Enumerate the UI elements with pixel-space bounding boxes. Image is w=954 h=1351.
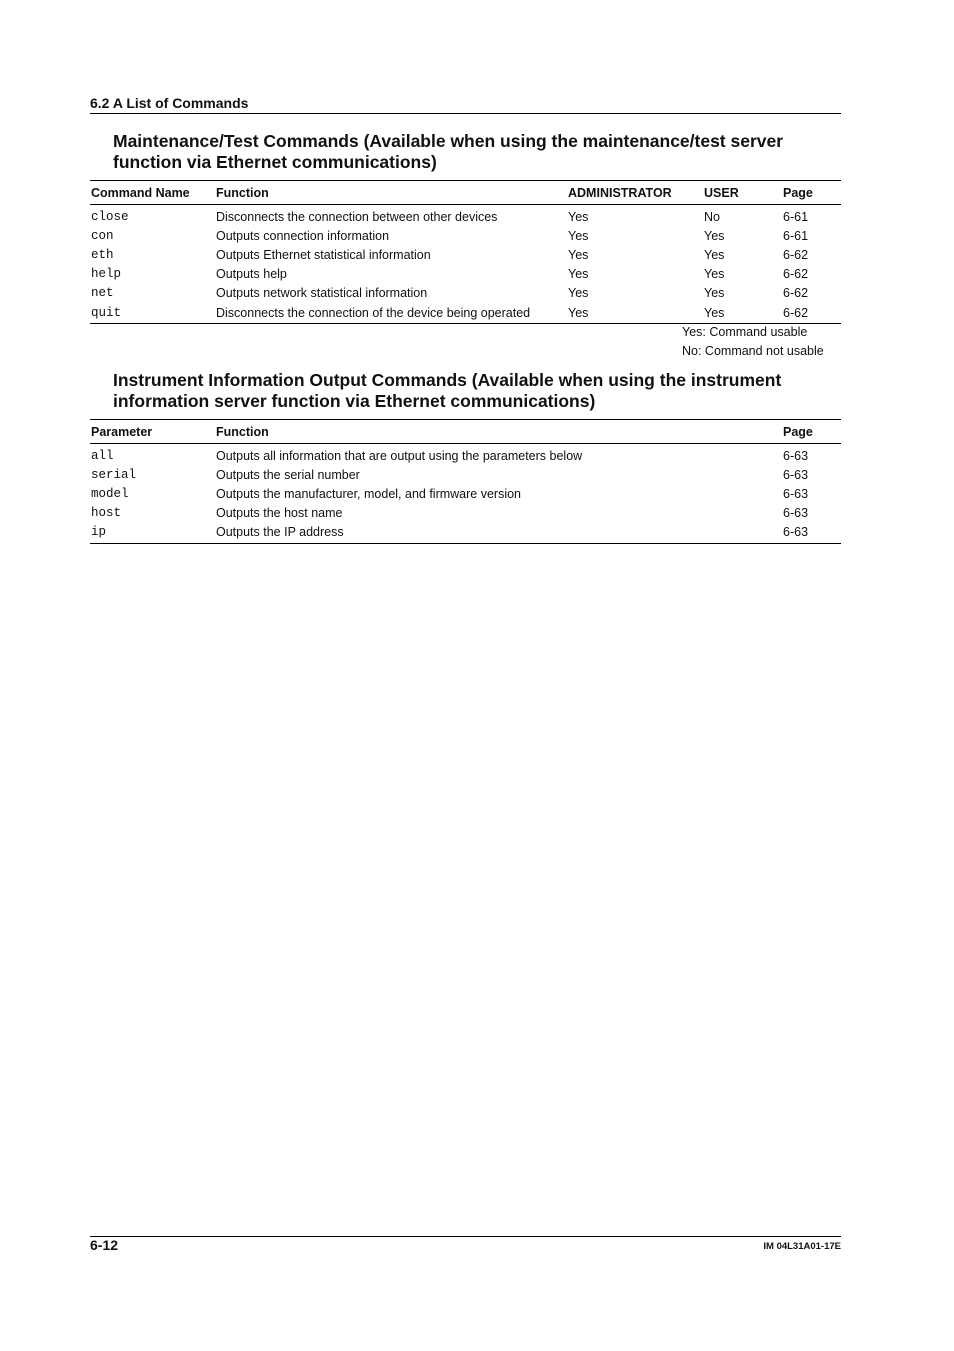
table-header-row <box>90 420 841 444</box>
parameter-name: model <box>91 486 129 501</box>
instrument-commands-table <box>90 419 841 544</box>
table-row <box>90 444 841 466</box>
page-ref: 6-62 <box>783 247 809 262</box>
administrator-usable: Yes <box>567 303 703 324</box>
page-number: 6-12 <box>90 1237 119 1253</box>
page-ref: 6-62 <box>782 303 841 324</box>
parameter-name: all <box>91 448 114 463</box>
user-usable: Yes <box>704 286 725 301</box>
parameter-function: Outputs the IP address <box>215 523 782 544</box>
page-ref: 6-63 <box>783 486 809 501</box>
table-row <box>90 303 841 324</box>
user-usable: Yes <box>704 228 725 243</box>
column-header-command-name: Command Name <box>90 181 215 205</box>
column-header-user: USER <box>703 181 782 205</box>
instrument-title-line1: Instrument Information Output Commands (Available when using the instrument <box>113 370 782 390</box>
parameter-function: Outputs all information that are output using the parameters below <box>216 448 583 463</box>
command-function: Disconnects the connection between other devices <box>216 209 498 224</box>
parameter-name: ip <box>90 523 215 544</box>
command-name: con <box>91 228 114 243</box>
column-header-page: Page <box>782 420 841 444</box>
user-usable: Yes <box>704 267 725 282</box>
usage-legend <box>682 323 824 361</box>
table-row <box>90 465 841 484</box>
administrator-usable: Yes <box>568 267 589 282</box>
administrator-usable: Yes <box>568 286 589 301</box>
command-function: Outputs help <box>216 267 287 282</box>
maintenance-title-line2: function via Ethernet communications) <box>113 152 437 172</box>
table-row <box>90 205 841 227</box>
command-name: quit <box>90 303 215 324</box>
command-name: help <box>91 267 122 282</box>
instrument-title-line2: information server function via Ethernet communications) <box>113 391 596 411</box>
page-ref: 6-63 <box>782 523 841 544</box>
document-id: IM 04L31A01-17E <box>763 1241 841 1252</box>
command-name: net <box>91 286 114 301</box>
column-header-parameter: Parameter <box>90 420 215 444</box>
user-usable: Yes <box>704 247 725 262</box>
table-row <box>90 484 841 503</box>
command-function: Outputs network statistical information <box>216 286 428 301</box>
administrator-usable: Yes <box>568 247 589 262</box>
parameter-function: Outputs the serial number <box>216 467 360 482</box>
column-header-function: Function <box>215 181 567 205</box>
legend-no: No: Command not usable <box>682 344 824 358</box>
page-ref: 6-61 <box>783 228 809 243</box>
command-function: Disconnects the connection of the device being operated <box>215 303 567 324</box>
column-header-administrator: ADMINISTRATOR <box>567 181 703 205</box>
command-name: eth <box>91 247 114 262</box>
table-row <box>90 245 841 264</box>
command-function: Outputs connection information <box>216 228 390 243</box>
table-row <box>90 265 841 284</box>
footer-divider <box>90 1236 841 1237</box>
maintenance-title-line1: Maintenance/Test Commands (Available when using the maintenance/test server <box>113 131 784 151</box>
user-usable: Yes <box>703 303 782 324</box>
legend-yes: Yes: Command usable <box>682 325 808 339</box>
page-ref: 6-62 <box>783 267 809 282</box>
table-header-row <box>90 181 841 205</box>
table-row <box>90 504 841 523</box>
table-row <box>90 226 841 245</box>
instrument-title <box>113 370 841 412</box>
parameter-name: host <box>91 506 122 521</box>
command-function: Outputs Ethernet statistical information <box>216 247 431 262</box>
column-header-page: Page <box>782 181 841 205</box>
page-ref: 6-63 <box>783 506 809 521</box>
column-header-function: Function <box>215 420 782 444</box>
administrator-usable: Yes <box>568 228 589 243</box>
table-row <box>90 284 841 303</box>
page-ref: 6-63 <box>783 448 809 463</box>
page-ref: 6-63 <box>783 467 809 482</box>
maintenance-commands-table <box>90 180 841 324</box>
command-name: close <box>91 209 129 224</box>
maintenance-title <box>113 131 841 173</box>
parameter-name: serial <box>91 467 137 482</box>
page-ref: 6-62 <box>783 286 809 301</box>
page-ref: 6-61 <box>783 209 809 224</box>
user-usable: No <box>704 209 720 224</box>
table-row <box>90 523 841 544</box>
parameter-function: Outputs the host name <box>216 506 343 521</box>
parameter-function: Outputs the manufacturer, model, and firmware version <box>216 486 522 501</box>
section-header: 6.2 A List of Commands <box>90 95 841 114</box>
administrator-usable: Yes <box>568 209 589 224</box>
